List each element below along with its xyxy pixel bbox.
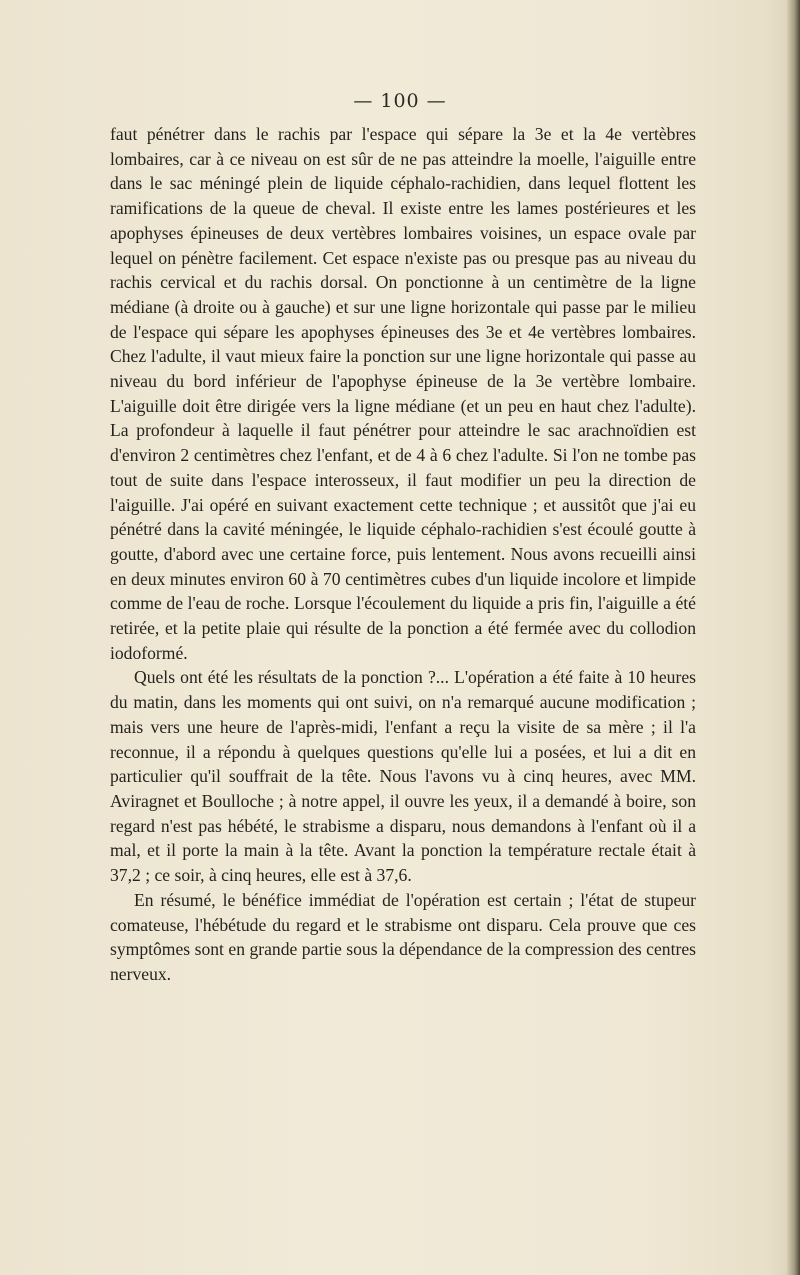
page-edge-shadow	[786, 0, 800, 1275]
page-number: — 100 —	[353, 90, 447, 112]
paragraph-3: En résumé, le bénéfice immédiat de l'opération est certain ; l'état de stupeur comateuse, l'hébétude du regard et le strabisme ont disparu. Cela prouve que ces symptômes sont en grande partie sous la dépendance de la compression des centres nerveux.	[110, 889, 696, 984]
paragraph-1: faut pénétrer dans le rachis par l'espace qui sépare la 3e et la 4e vertèbres lombaires, car à ce niveau on est sûr de ne pas atteindre la moelle, l'aiguille entre dans le sac méningé plein de liquide céphalo-rachidien, dans lequel flottent les ramifications de la queue de cheval. Il existe entre les lames postérieures et les apophyses épineuses de deux vertèbres lombaires voisines, un espace ovale par lequel on pénètre facilement. Cet espace n'existe pas ou presque pas au niveau du rachis cervical et du rachis dorsal. On ponctionne à un centimètre de la ligne médiane (à droite ou à gauche) et sur une ligne horizontale qui passe par le milieu de l'espace qui sépare les apophyses épineuses des 3e et 4e vertèbres lombaires. Chez l'adulte, il vaut mieux faire la ponction sur une ligne horizontale qui passe au niveau du bord inférieur de l'apophyse épineuse de la 3e vertèbre lombaire. L'aiguille doit être dirigée vers la ligne médiane (et un peu en haut chez l'adulte). La profondeur à laquelle il faut pénétrer pour atteindre le sac arachnoïdien est d'environ 2 centimètres chez l'enfant, et de 4 à 6 chez l'adulte. Si l'on ne tombe pas tout de suite dans l'espace interosseux, il faut modifier un peu la direction de l'aiguille. J'ai opéré en suivant exactement cette technique ; et aussitôt que j'ai eu pénétré dans la cavité méningée, le liquide céphalo-rachidien s'est écoulé goutte à goutte, d'abord avec une certaine force, puis lentement. Nous avons recueilli ainsi en deux minutes environ 60 à 70 centimètres cubes d'un liquide incolore et limpide comme de l'eau de roche. Lorsque l'écoulement du liquide a pris fin, l'aiguille a été retirée, et la petite plaie qui résulte de la ponction a été fermée avec du collodion iodoformé.	[110, 124, 696, 663]
body-text	[110, 122, 696, 987]
paragraph-2: Quels ont été les résultats de la ponction ?... L'opération a été faite à 10 heures du matin, dans les moments qui ont suivi, on n'a remarqué aucune modification ; mais vers une heure de l'après-midi, l'enfant a reçu la visite de sa mère ; il l'a reconnue, il a répondu à quelques questions qu'elle lui a posées, et lui a dit en particulier qu'il souffrait de la tête. Nous l'avons vu à cinq heures, avec MM. Aviragnet et Boulloche ; à notre appel, il ouvre les yeux, il a demandé à boire, son regard n'est pas hébété, le strabisme a disparu, nous demandons à l'enfant où il a mal, et il porte la main à la tête. Avant la ponction la température rectale était à 37,2 ; ce soir, à cinq heures, elle est à 37,6.	[110, 667, 696, 886]
